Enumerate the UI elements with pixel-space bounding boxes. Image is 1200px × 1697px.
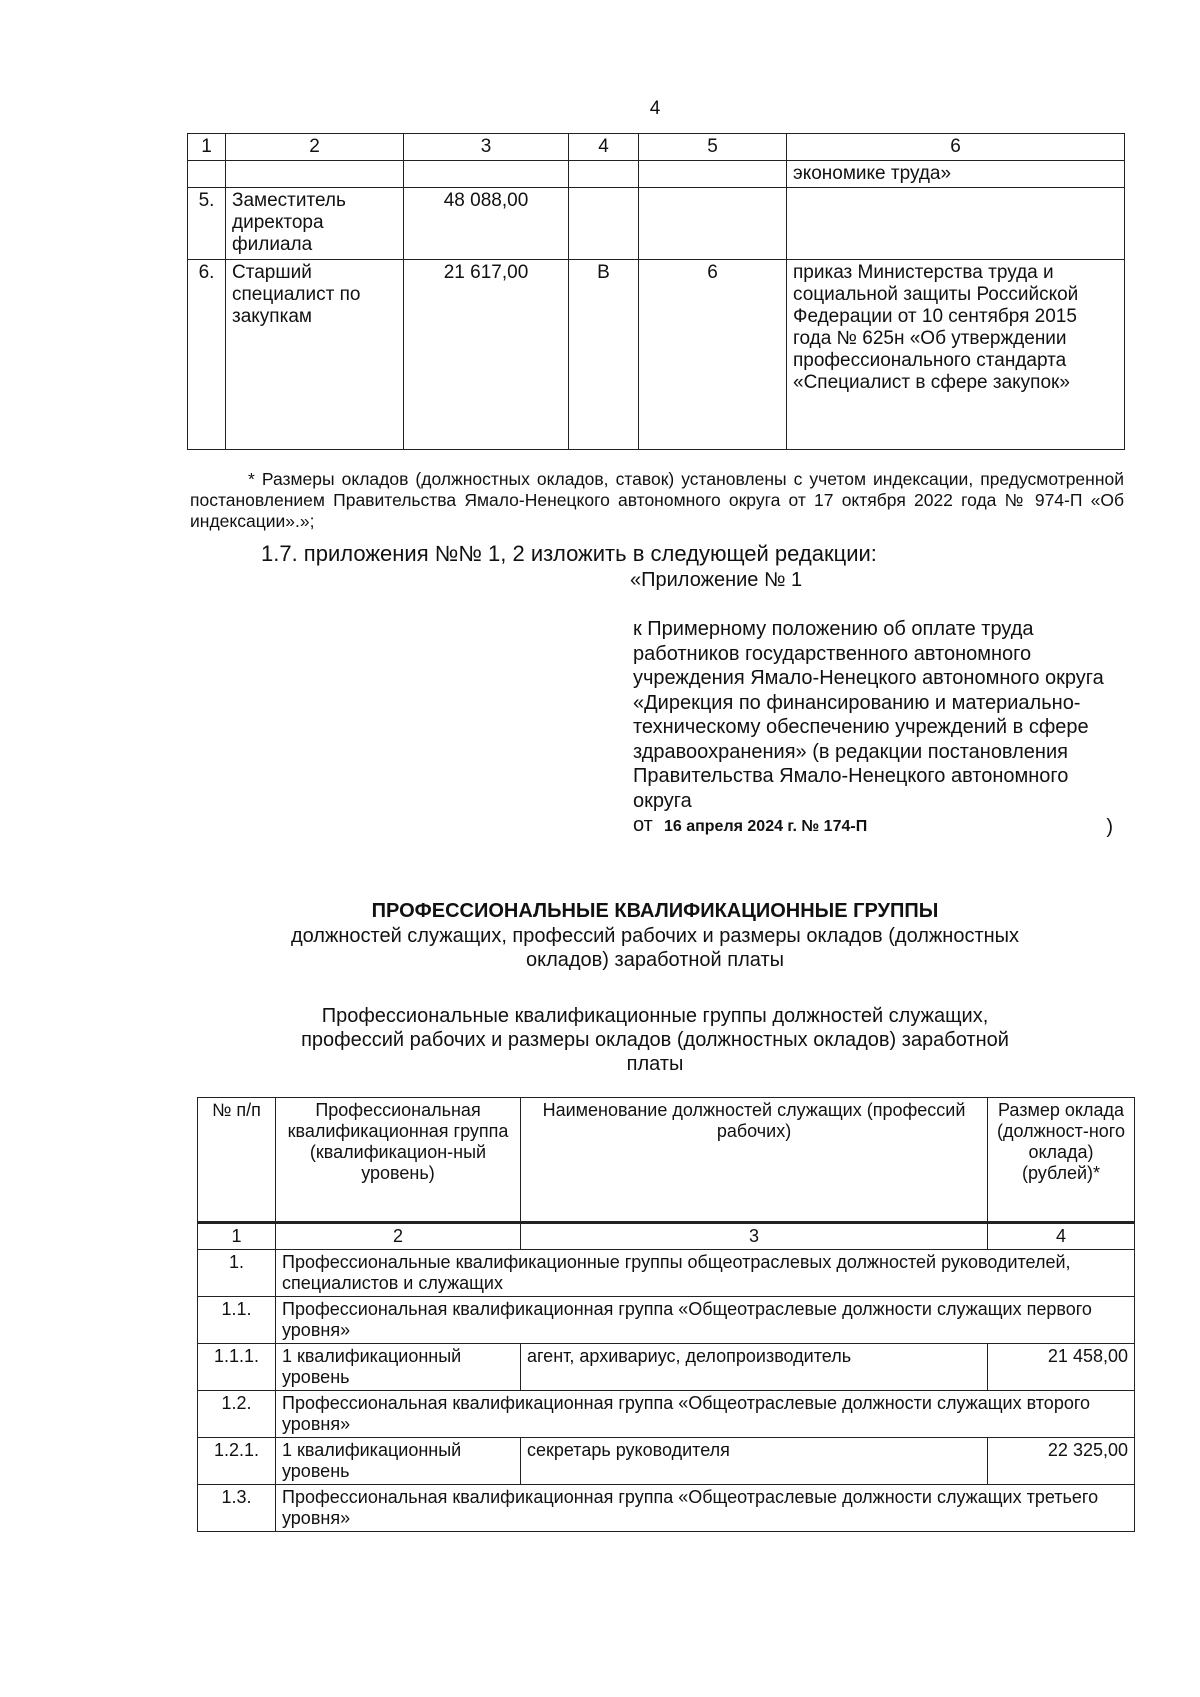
row-num: 1.1.1. bbox=[198, 1344, 276, 1391]
page-number: 4 bbox=[649, 98, 661, 119]
appendix-date-prefix: от bbox=[633, 814, 653, 836]
cell-num bbox=[188, 161, 226, 188]
header-cell: 5 bbox=[639, 134, 787, 161]
row-salary: 22 325,00 bbox=[988, 1438, 1135, 1485]
header-cell: 4 bbox=[569, 134, 639, 161]
cell-standard: экономике труда» bbox=[787, 161, 1125, 188]
header-cell-num: № п/п bbox=[198, 1098, 276, 1223]
appendix-closing-paren: ) bbox=[1106, 816, 1113, 838]
table-row-group bbox=[198, 1485, 1135, 1532]
table-row bbox=[198, 1438, 1135, 1485]
column-number: 2 bbox=[276, 1223, 521, 1250]
header-cell-group: Профессиональная квалификационная группа (квалификацион-ный уровень) bbox=[276, 1098, 521, 1223]
footnote bbox=[190, 469, 1124, 532]
header-cell: 2 bbox=[226, 134, 404, 161]
row-positions: агент, архивариус, делопроизводитель bbox=[521, 1344, 988, 1391]
cell-qualification bbox=[639, 161, 787, 188]
table-row-group bbox=[198, 1297, 1135, 1344]
cell-standard bbox=[787, 188, 1125, 260]
cell-position bbox=[226, 161, 404, 188]
cell-level bbox=[569, 188, 639, 260]
positions-table bbox=[187, 133, 1125, 450]
header-cell-positions: Наименование должностей служащих (профессий рабочих) bbox=[521, 1098, 988, 1223]
footnote-text: * Размеры окладов (должностных окладов, ставок) установлены с учетом индексации, предусмотренной постановлением Правительства Ямало-Ненецкого автономного округа от 17 октября 2022 года № 974-П «Об индексации».»; bbox=[190, 469, 1124, 531]
row-num: 1.1. bbox=[198, 1297, 276, 1344]
cell-salary: 21 617,00 bbox=[404, 260, 569, 450]
appendix-subtitle-text: к Примерному положению об оплате труда работников государственного автономного учреждения Ямало-Ненецкого автономного округа «Дирекция по финансированию и материально-техническому обеспечению учреждений в сфере здравоохранения» (в редакции постановления Правительства Ямало-Ненецкого автономного округа bbox=[633, 618, 1104, 812]
appendix-date: 16 апреля 2024 г. № 174-П bbox=[663, 818, 868, 835]
row-group-text: Профессиональные квалификационные группы общеотраслевых должностей руководителей, специалистов и служащих bbox=[276, 1250, 1135, 1297]
table-header-row bbox=[188, 134, 1125, 161]
table-row-group bbox=[198, 1250, 1135, 1297]
table-row bbox=[188, 188, 1125, 260]
row-num: 1.2.1. bbox=[198, 1438, 276, 1485]
table-row-group bbox=[198, 1391, 1135, 1438]
row-num: 1. bbox=[198, 1250, 276, 1297]
cell-salary bbox=[404, 161, 569, 188]
cell-position: Заместитель директора филиала bbox=[226, 188, 404, 260]
table-row bbox=[188, 260, 1125, 450]
row-group-text: Профессиональная квалификационная группа «Общеотраслевые должности служащих первого уровня» bbox=[276, 1297, 1135, 1344]
column-number: 1 bbox=[198, 1223, 276, 1250]
section-title: ПРОФЕССИОНАЛЬНЫЕ КВАЛИФИКАЦИОННЫЕ ГРУППЫ bbox=[371, 900, 939, 922]
row-salary: 21 458,00 bbox=[988, 1344, 1135, 1391]
row-positions: секретарь руководителя bbox=[521, 1438, 988, 1485]
row-group-text: Профессиональная квалификационная группа «Общеотраслевые должности служащих третьего уровня» bbox=[276, 1485, 1135, 1532]
row-num: 1.3. bbox=[198, 1485, 276, 1532]
table-row bbox=[188, 161, 1125, 188]
section-subtitle: должностей служащих, профессий рабочих и размеры окладов (должностных окладов) заработной платы bbox=[290, 925, 1020, 971]
header-cell-salary: Размер оклада (должност-ного оклада) (рублей)* bbox=[988, 1098, 1135, 1223]
row-num: 1.2. bbox=[198, 1391, 276, 1438]
cell-level bbox=[569, 161, 639, 188]
cell-qualification bbox=[639, 188, 787, 260]
table-column-numbers-row bbox=[198, 1223, 1135, 1250]
row-level: 1 квалификационный уровень bbox=[276, 1344, 521, 1391]
row-level: 1 квалификационный уровень bbox=[276, 1438, 521, 1485]
column-number: 4 bbox=[988, 1223, 1135, 1250]
section-heading-2: Профессиональные квалификационные группы должностей служащих, профессий рабочих и размеры окладов (должностных окладов) заработной платы bbox=[301, 1005, 1009, 1075]
header-cell: 3 bbox=[404, 134, 569, 161]
cell-standard: приказ Министерства труда и социальной защиты Российской Федерации от 10 сентября 2015 года № 625н «Об утверждении профессионального стандарта «Специалист в сфере закупок» bbox=[787, 260, 1125, 450]
item-1-7: 1.7. приложения №№ 1, 2 изложить в следующей редакции: bbox=[261, 541, 877, 566]
header-cell: 1 bbox=[188, 134, 226, 161]
cell-level: В bbox=[569, 260, 639, 450]
column-number: 3 bbox=[521, 1223, 988, 1250]
table-header-row bbox=[198, 1098, 1135, 1223]
cell-num: 5. bbox=[188, 188, 226, 260]
appendix-title: «Приложение № 1 bbox=[630, 569, 803, 591]
appendix-subtitle bbox=[633, 617, 1113, 840]
table-row bbox=[198, 1344, 1135, 1391]
header-cell: 6 bbox=[787, 134, 1125, 161]
cell-num: 6. bbox=[188, 260, 226, 450]
row-group-text: Профессиональная квалификационная группа «Общеотраслевые должности служащих второго уровня» bbox=[276, 1391, 1135, 1438]
qualification-groups-table bbox=[197, 1097, 1135, 1532]
cell-position: Старший специалист по закупкам bbox=[226, 260, 404, 450]
cell-salary: 48 088,00 bbox=[404, 188, 569, 260]
cell-qualification: 6 bbox=[639, 260, 787, 450]
